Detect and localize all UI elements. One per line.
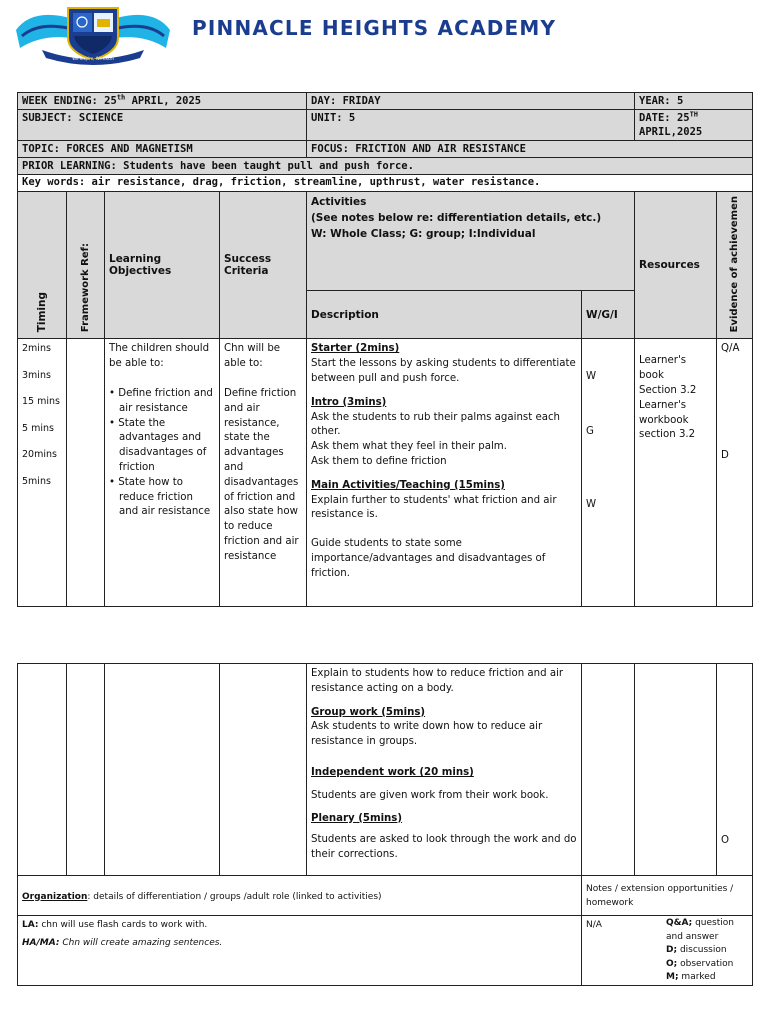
school-logo [12, 4, 174, 66]
notes-header: Notes / extension opportunities / homework [582, 876, 753, 916]
evidence-cell: Q/A D [717, 339, 753, 607]
assessment-key-text: Q&A; question and answer D; discussion O; observation M; marked [666, 918, 734, 982]
independent-work-heading: Independent work (20 mins) [311, 766, 474, 778]
success-header: Success Criteria [220, 192, 307, 339]
resources-header: Resources [635, 192, 717, 339]
topic: TOPIC: FORCES AND MAGNETISM [18, 141, 307, 158]
objective-item: • State the advantages and disadvantages of friction [109, 417, 207, 473]
organization-header: Organization: details of differentiation / groups /adult role (linked to activities) [18, 876, 582, 916]
unit: UNIT: 5 [307, 110, 635, 141]
evidence-cell-continued: O [717, 664, 753, 876]
activities-header: Activities (See notes below re: differentiation details, etc.) W: Whole Class; G: group; I:Individual [307, 192, 635, 291]
focus: FOCUS: FRICTION AND AIR RESISTANCE [307, 141, 753, 158]
timing-list: 2mins 3mins 15 mins 5 mins 20mins 5mins [18, 339, 67, 607]
wgi-header: W/G/I [582, 290, 635, 339]
year: YEAR: 5 [635, 93, 753, 110]
group-work-heading: Group work (5mins) [311, 706, 426, 718]
starter-heading: Starter (2mins) [311, 343, 400, 355]
differentiation-cell: LA: chn will use flash cards to work with. HA/MA: Chn will create amazing sentences. [18, 916, 582, 986]
resources-cell: Learner's book Section 3.2 Learner's workbook section 3.2 [635, 339, 717, 607]
description-header: Description [307, 290, 582, 339]
week-ending: WEEK ENDING: 25th APRIL, 2025 [18, 93, 307, 110]
success-criteria: Chn will be able to: Define friction and air resistance, state the advantages and disadvantages of friction and also state how to reduce friction and air resistance [220, 339, 307, 607]
evidence-header: Evidence of achievemen [717, 192, 753, 339]
description-cell: Starter (2mins) Start the lessons by asking students to differentiate between pull and push force. Intro (3mins) Ask the students to rub their palms against each other. Ask them what they feel in their palm. Ask them to define friction Main Activities/Teaching (15mins) Explain further to students' what friction and air resistance is. Guide students to state some importance/advantages and disadvantages of friction. [307, 339, 582, 607]
objectives-header: Learning Objectives [105, 192, 220, 339]
prior-learning: PRIOR LEARNING: Students have been taught pull and push force. [18, 158, 753, 175]
lesson-plan-table [17, 92, 753, 607]
key-words: Key words: air resistance, drag, friction, streamline, upthrust, water resistance. [18, 175, 753, 192]
date: DATE: 25TH APRIL,2025 [635, 110, 753, 141]
day: DAY: FRIDAY [307, 93, 635, 110]
notes-cell: N/A [582, 916, 717, 986]
objective-item: • Define friction and air resistance [109, 387, 213, 414]
wgi-cell: W G W [582, 339, 635, 607]
learning-objectives: The children should be able to: • Define friction and air resistance • State the advantages and disadvantages of friction • State how to reduce friction and air resistance [105, 339, 220, 607]
timing-header: Timing [18, 192, 67, 339]
objective-item: • State how to reduce friction and air resistance [109, 476, 211, 518]
framework-cell [67, 339, 105, 607]
intro-heading: Intro (3mins) [311, 396, 387, 408]
lesson-plan-continuation [17, 663, 753, 986]
main-activities-heading: Main Activities/Teaching (15mins) [311, 479, 505, 491]
framework-header: Framework Ref: [67, 192, 105, 339]
plenary-heading: Plenary (5mins) [311, 812, 403, 824]
school-name: PINNACLE HEIGHTS ACADEMY [192, 16, 557, 40]
logo-motto: We Inspire, We Excel [72, 56, 114, 61]
subject: SUBJECT: SCIENCE [18, 110, 307, 141]
description-cell-continued: Explain to students how to reduce friction and air resistance acting on a body. Group work (5mins) Ask students to write down how to reduce air resistance in groups. Independent work (20 mins) Students are given work from their work book. Plenary (5mins) Students are asked to look through the work and do their corrections. [307, 664, 582, 876]
